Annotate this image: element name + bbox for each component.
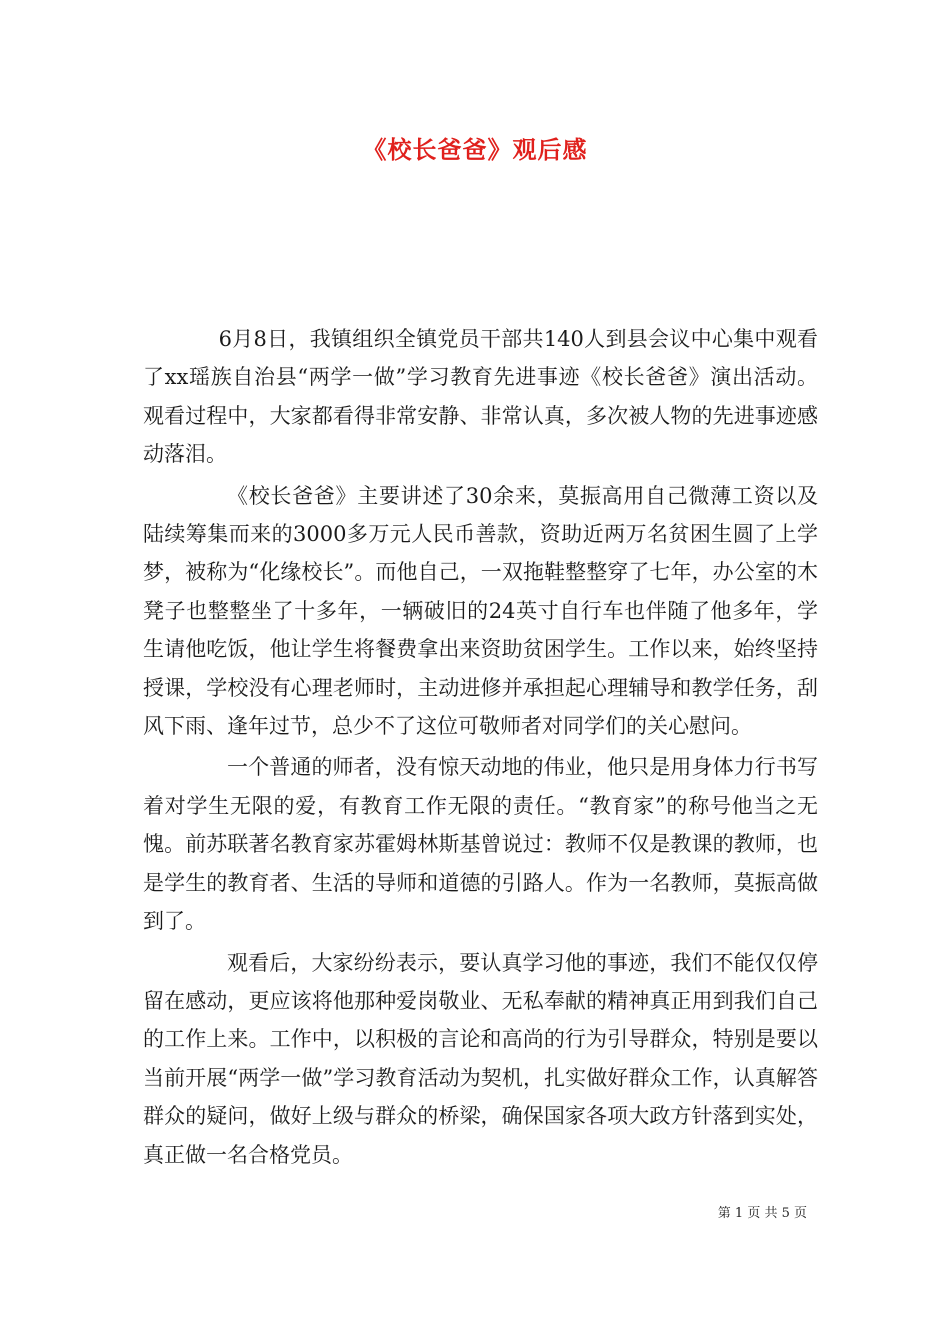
paragraph-3: 一个普通的师者，没有惊天动地的伟业，他只是用身体力行书写着对学生无限的爱，有教育工作无限的责任。“教育家”的称号他当之无愧。前苏联著名教育家苏霍姆林斯基曾说过：教师不仅是教课的教师，也是学生的教育者、生活的导师和道德的引路人。作为一名教师，莫振高做到了。: [143, 755, 818, 934]
document-title: 《校长爸爸》观后感: [362, 135, 588, 164]
paragraph-2: 《校长爸爸》主要讲述了30余来，莫振高用自己微薄工资以及陆续筹集而来的3000多万元人民币善款，资助近两万名贫困生圆了上学梦，被称为“化缘校长”。而他自己，一双拖鞋整整穿了七年，办公室的木凳子也整整坐了十多年，一辆破旧的24英寸自行车也伴随了他多年，学生请他吃饭，他让学生将餐费拿出来资助贫困学生。工作以来，始终坚持授课，学校没有心理老师时，主动进修并承担起心理辅导和教学任务，刮风下雨、逢年过节，总少不了这位可敬师者对同学们的关心慰问。: [143, 483, 818, 739]
paragraph-1: 6月8日，我镇组织全镇党员干部共140人到县会议中心集中观看了xx瑶族自治县“两学一做”学习教育先进事迹《校长爸爸》演出活动。观看过程中，大家都看得非常安静、非常认真，多次被人物的先进事迹感动落泪。: [143, 327, 818, 467]
page-number: 第 1 页 共 5 页: [717, 1206, 807, 1221]
document-body: [143, 320, 818, 1177]
paragraph-4: 观看后，大家纷纷表示，要认真学习他的事迹，我们不能仅仅停留在感动，更应该将他那种爱岗敬业、无私奉献的精神真正用到我们自己的工作上来。工作中，以积极的言论和高尚的行为引导群众，特别是要以当前开展“两学一做”学习教育活动为契机，扎实做好群众工作，认真解答群众的疑问，做好上级与群众的桥梁，确保国家各项大政方针落到实处，真正做一名合格党员。: [143, 950, 818, 1167]
